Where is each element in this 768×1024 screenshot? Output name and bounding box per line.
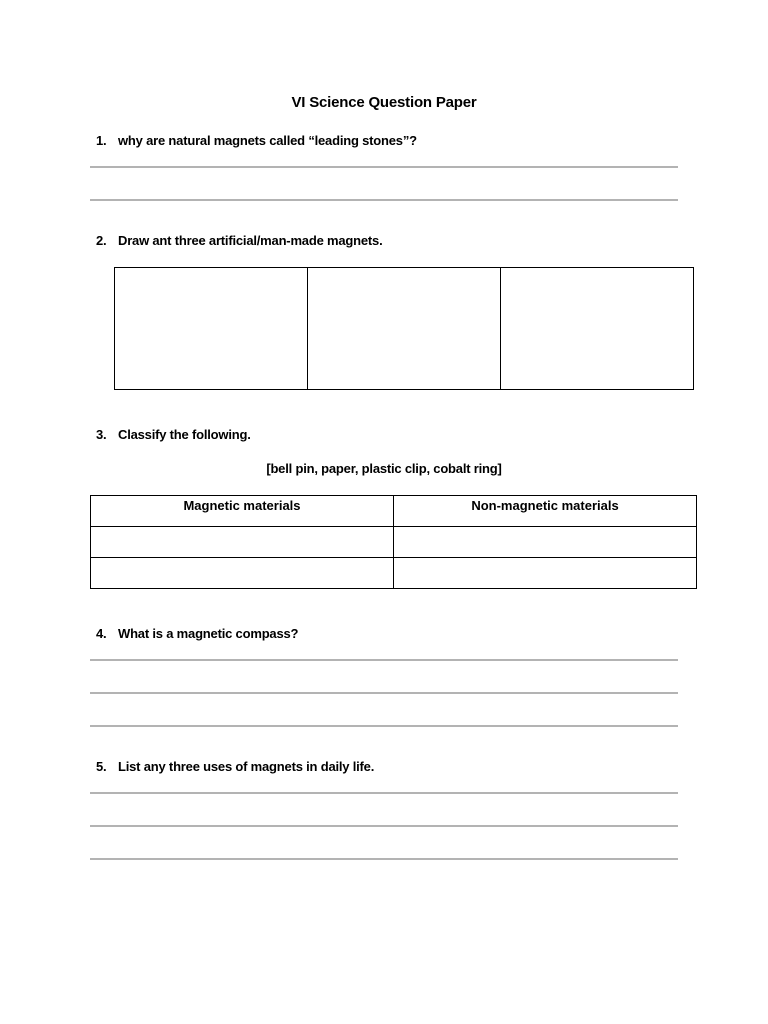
question-number: 1.: [96, 133, 107, 148]
drawing-box[interactable]: [115, 268, 308, 390]
question-number: 2.: [96, 233, 107, 248]
table-cell[interactable]: [394, 527, 697, 558]
question-number: 3.: [96, 427, 107, 442]
table-row: [91, 558, 697, 589]
question-text: Draw ant three artificial/man-made magnets.: [118, 233, 383, 248]
column-header-non-magnetic: Non-magnetic materials: [394, 496, 697, 527]
question-number: 4.: [96, 626, 107, 641]
question-number: 5.: [96, 759, 107, 774]
answer-line[interactable]: [90, 792, 678, 794]
question-1: [96, 133, 417, 148]
question-text: List any three uses of magnets in daily life.: [118, 759, 375, 774]
drawing-box[interactable]: [501, 268, 694, 390]
table-cell[interactable]: [91, 527, 394, 558]
question-text: What is a magnetic compass?: [118, 626, 299, 641]
answer-line[interactable]: [90, 825, 678, 827]
table-cell[interactable]: [394, 558, 697, 589]
question-5: [96, 759, 374, 774]
page-title: VI Science Question Paper: [291, 94, 477, 111]
table-row: [91, 527, 697, 558]
answer-line[interactable]: [90, 725, 678, 727]
table-cell[interactable]: [91, 558, 394, 589]
question-2: [96, 233, 382, 248]
question-4: [96, 626, 298, 641]
answer-line[interactable]: [90, 659, 678, 661]
answer-line[interactable]: [90, 199, 678, 201]
classify-table: [90, 495, 697, 589]
classify-items: [bell pin, paper, plastic clip, cobalt ring]: [266, 461, 502, 476]
answer-line[interactable]: [90, 858, 678, 860]
question-text: why are natural magnets called “leading stones”?: [118, 133, 417, 148]
question-text: Classify the following.: [118, 427, 251, 442]
table-header-row: [91, 496, 697, 527]
drawing-boxes: [114, 267, 694, 390]
answer-line[interactable]: [90, 692, 678, 694]
question-3: [96, 427, 251, 442]
column-header-magnetic: Magnetic materials: [91, 496, 394, 527]
answer-line[interactable]: [90, 166, 678, 168]
drawing-box[interactable]: [308, 268, 501, 390]
